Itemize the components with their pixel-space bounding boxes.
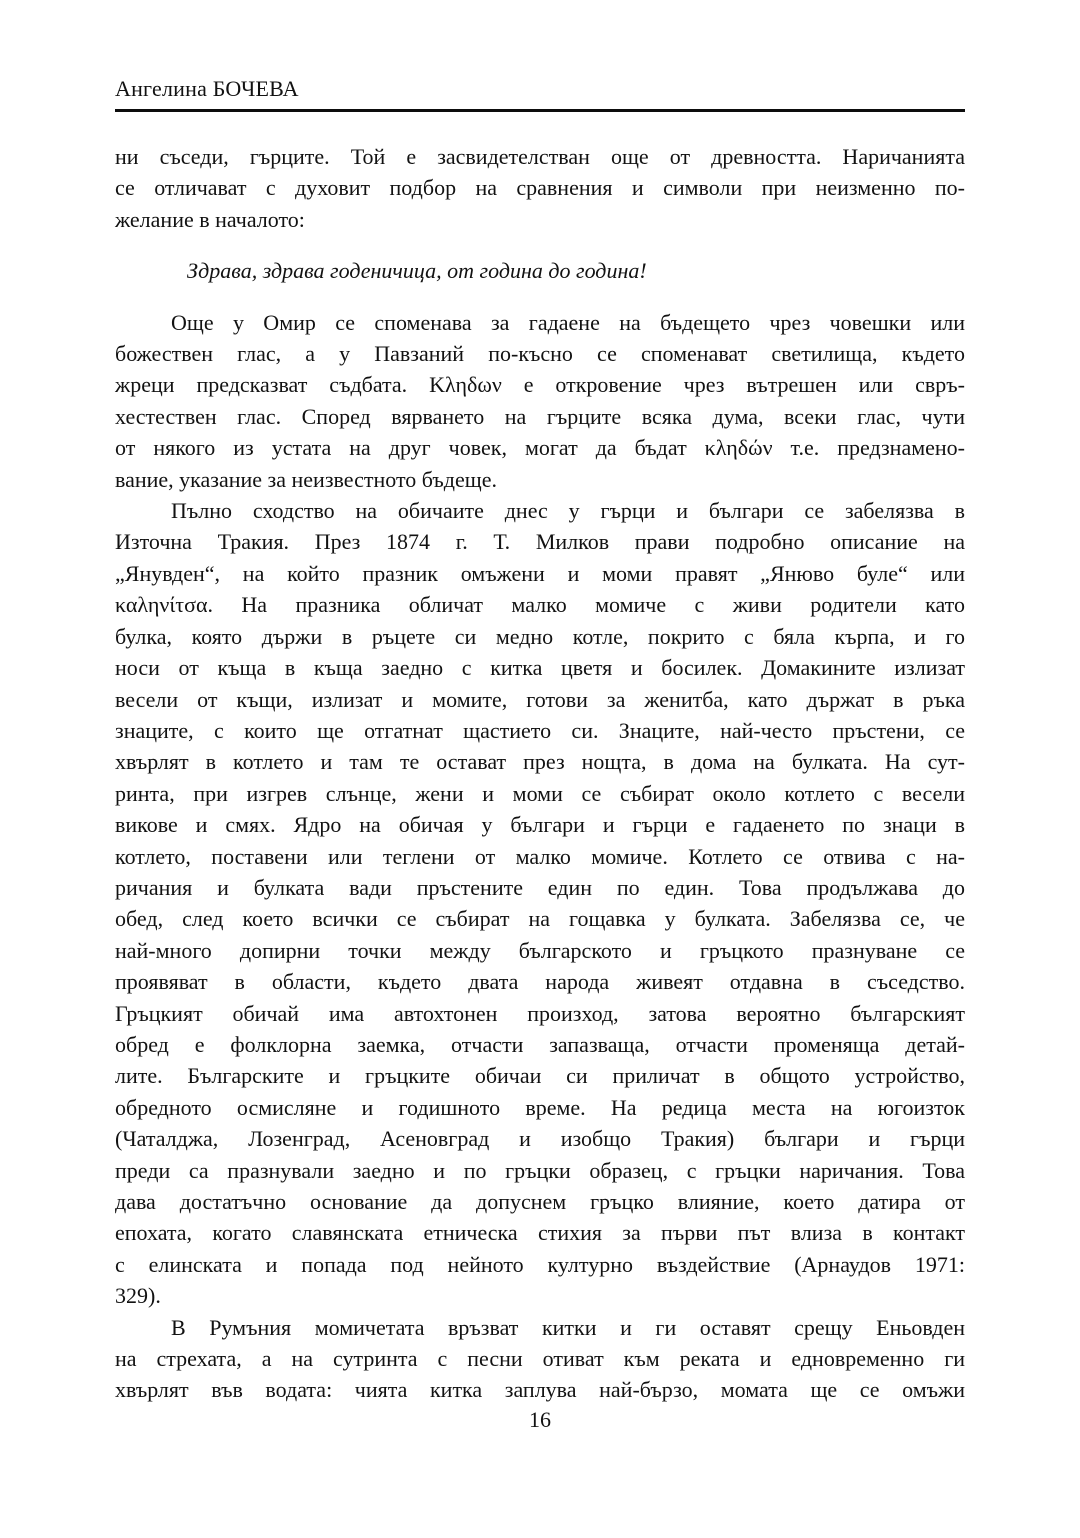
text-line: божествен глас, а у Павзаний по-късно се споменават светилища, където: [115, 341, 965, 367]
text-line: се отличават с духовит подбор на сравнения и символи при неизменно по-: [115, 175, 965, 201]
text-line: дава достатъчно основание да допуснем гръцко влияние, което датира от: [115, 1189, 965, 1214]
text-line: 329).: [115, 1283, 161, 1309]
text-line: проявяват в области, където двата народа живеят отдавна в съседство.: [115, 969, 965, 995]
text-line: желание в началото:: [115, 206, 305, 232]
text-line: най-много допирни точки между българското и гръцкото празнуване се: [115, 937, 965, 963]
text-line: „Янувден“, на който празник омъжени и моми правят „Янюво буле“ или: [115, 560, 965, 586]
text-line: на стрехата, а на сутринта с песни отиват към реката и едновременно ги: [115, 1346, 965, 1372]
text-line: (Чаталджа, Лозенград, Асеновград и изобщо Тракия) българи и гърци: [115, 1126, 965, 1152]
text-line: Източна Тракия. През 1874 г. Т. Милков прави подробно описание на: [115, 529, 965, 555]
text-line: лите. Българските и гръцките обичаи си приличат в общото устройство,: [115, 1063, 965, 1089]
text-line: Здрава, здрава годеничица, от година до година!: [187, 258, 647, 284]
paragraph-omir: [115, 307, 965, 495]
text-line: викове и смях. Ядро на обичая у българи и гърци е гадаенето по знаци в: [115, 812, 965, 838]
text-line: В Румъния момичетата връзват китки и ги оставят срещу Еньовден: [171, 1314, 965, 1340]
text-line: носи от къща в къща заедно с китка цветя и босилек. Домакините излизат: [115, 655, 965, 681]
paragraph-quote: [187, 255, 965, 286]
text-line: от някого из устата на друг човек, могат да бъдат κληδών т.е. предзнамено-: [115, 435, 965, 461]
body-text: [115, 141, 965, 1406]
header-rule: [115, 109, 965, 112]
text-line: обед, след което всички се събират на гощавка у булката. Забелязва се, че: [115, 906, 965, 932]
paragraph-trakia: [115, 495, 965, 1312]
text-line: котлето, поставени или теглени от малко момиче. Котлето се отвива с на-: [115, 843, 965, 869]
text-line: хвърлят в котлето и там те остават през нощта, в дома на булката. На сут-: [115, 749, 965, 775]
text-line: Гръцкият обичай има автохтонен произход, затова вероятно българският: [115, 1000, 965, 1026]
text-line: ричания и булката вади пръстените един по един. Това продължава до: [115, 874, 965, 900]
text-line: ни съседи, гърците. Той е засвидетелстван още от древността. Наричанията: [115, 144, 965, 169]
text-line: булка, която държи в ръцете си медно котле, покрито с бяла кърпа, и го: [115, 623, 965, 649]
text-line: обред е фолклорна заемка, отчасти запазваща, отчасти променяща детай-: [115, 1031, 965, 1057]
text-line: обредното осмисляне и годишното време. На редица места на югоизток: [115, 1094, 965, 1120]
paragraph-romania: [115, 1312, 965, 1406]
text-line: преди са празнували заедно и по гръцки образец, с гръцки наричания. Това: [115, 1157, 965, 1183]
text-line: жреци предсказват съдбата. Κληδων е откровение чрез вътрешен или свръ-: [115, 372, 965, 398]
page-header: [115, 76, 965, 112]
paragraph-continuation: [115, 141, 965, 235]
text-line: ринта, при изгрев слънце, жени и моми се събират около котлето с весели: [115, 780, 965, 806]
text-line: хвърлят във водата: чията китка заплува най-бързо, момата ще се омъжи: [115, 1377, 965, 1403]
running-head-author: Ангелина БОЧЕВА: [115, 76, 299, 101]
text-line: καληνίτσα. На празника обличат малко момиче с живи родители като: [115, 592, 965, 618]
page-number: 16: [529, 1406, 551, 1432]
text-line: с елинската и попада под нейното културно въздействие (Арнаудов 1971:: [115, 1251, 965, 1277]
text-line: епохата, когато славянската етническа стихия за първи път влиза в контакт: [115, 1220, 965, 1246]
text-line: Пълно сходство на обичаите днес у гърци и българи се забелязва в: [171, 498, 965, 524]
text-line: знаците, с които ще отгатнат щастието си. Знаците, най-често пръстени, се: [115, 717, 965, 743]
text-line: весели от къщи, излизат и момите, готови за женитба, като държат в ръка: [115, 686, 965, 712]
text-line: Още у Омир се споменава за гадаене на бъдещето чрез човешки или: [171, 309, 965, 335]
text-line: вание, указание за неизвестното бъдеще.: [115, 466, 497, 492]
page-footer: [115, 1407, 965, 1433]
text-line: хестествен глас. Според вярването на гърците всяка дума, всеки глас, чути: [115, 403, 965, 429]
